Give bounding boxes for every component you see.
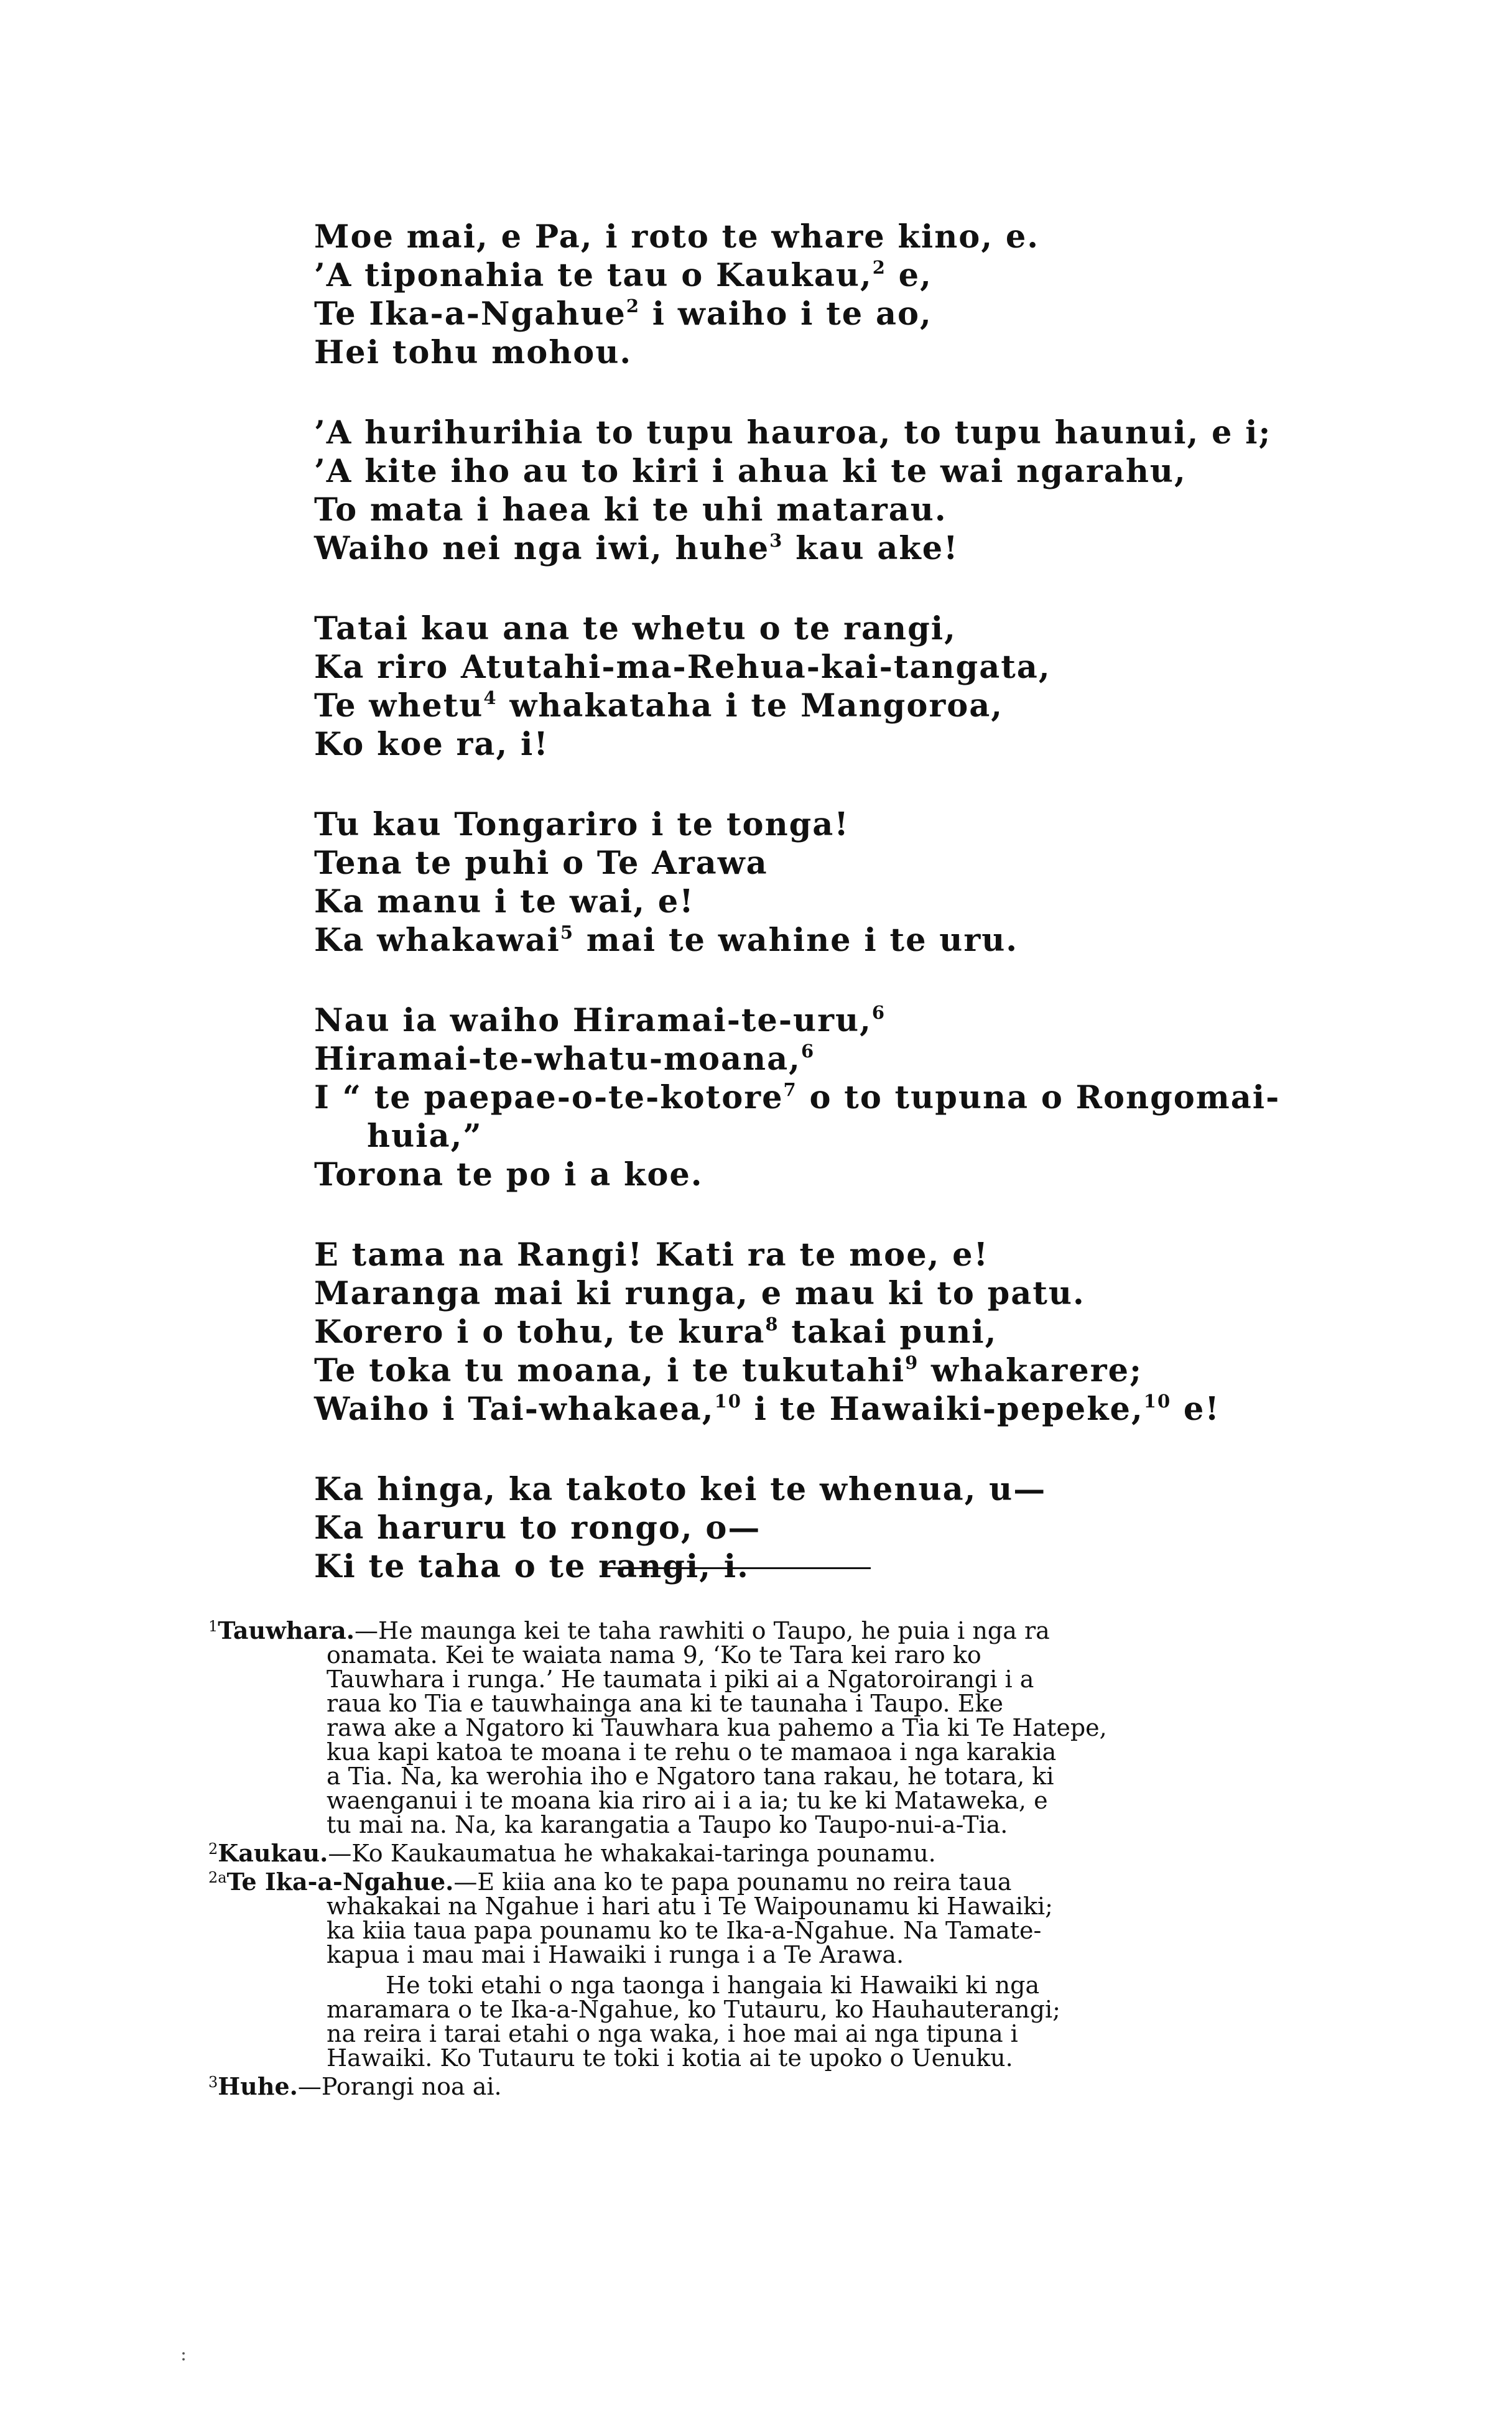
footnote-line [208,1943,1322,1967]
poem-line [314,1351,1297,1390]
poem-line [314,609,1297,648]
poem-line [314,844,1297,883]
stanza [314,805,1297,960]
line-text: Moe mai, e Pa, i roto te whare kino, e. [314,218,1040,256]
poem-line [314,1040,1297,1078]
footnote-ref: 8 [765,1314,779,1335]
footnote-text: whakakai na Ngahue i hari atu i Te Waipounamu ki Hawaiki; [327,1893,1053,1920]
poem-line [314,1274,1297,1313]
line-text: Te whetu [314,687,484,725]
poem-line [314,1117,1297,1156]
footnote-text: kua kapi katoa te moana i te rehu o te mamaoa i nga karakia [327,1738,1057,1766]
footnote-text: —Porangi noa ai. [297,2073,502,2100]
poem-line [314,1078,1297,1117]
line-text: Tena te puhi o Te Arawa [314,845,768,882]
footnote-term: Kaukau. [218,1839,328,1867]
poem-line [314,725,1297,764]
footnote-text: onamata. Kei te waiata nama 9, ‘Ko te Tara kei raro ko [327,1641,981,1669]
line-text: Ko koe ra, i! [314,726,549,763]
poem-text [314,218,1297,1628]
footnote [208,1870,1322,2070]
line-text: Tatai kau ana te whetu o te rangi, [314,610,957,647]
footnote-line [208,1764,1322,1789]
poem-line [314,333,1297,372]
line-text: Hiramai-te-whatu-moana, [314,1040,801,1078]
line-text: whakataha i te Mangoroa, [497,687,1004,725]
line-text: whakarere; [919,1352,1143,1389]
footnote-line [208,1813,1322,1837]
footnote-line [208,1870,1322,1894]
poem-line [314,452,1297,491]
footnote-line [208,1667,1322,1692]
line-text: Ki te taha o te rangi, i. [314,1548,749,1585]
poem-line [314,256,1297,295]
line-text: Waiho nei nga iwi, huhe [314,530,770,567]
footnote-number: 1 [208,1618,218,1635]
footnote-line: Hawaiki. Ko Tutauru te toki i kotia ai te upoko o Uenuku. [327,2044,1013,2072]
line-text: Ka haruru to rongo, o— [314,1509,761,1547]
line-text: o to tupuna o Rongomai- [797,1079,1281,1116]
line-text: Torona te po i a koe. [314,1156,703,1193]
footnote-ref: 6 [871,1002,886,1023]
line-text: Nau ia waiho Hiramai-te-uru, [314,1002,872,1039]
footnote-line [208,1789,1322,1813]
stanza [314,1236,1297,1429]
footnote-text: ka kiia taua papa pounamu ko te Ika-a-Ngahue. Na Tamate- [327,1917,1042,1944]
footnote-line [208,1716,1322,1740]
footnote-term: Huhe. [218,2072,298,2100]
footnote-text: —Ko Kaukaumatua he whakakai-taringa pounamu. [328,1840,936,1867]
line-text: E tama na Rangi! Kati ra te moe, e! [314,1236,989,1274]
footnote-line [208,1894,1322,1919]
line-text: To mata i haea ki te uhi matarau. [314,491,947,529]
footnote-text: rawa ake a Ngatoro ki Tauwhara kua pahemo a Tia ki Te Hatepe, [327,1714,1107,1741]
footnote-text: a Tia. Na, ka werohia iho e Ngatoro tana rakau, he totara, ki [327,1763,1054,1790]
poem-line [314,1313,1297,1351]
poem-line [314,414,1297,452]
poem-line [314,1001,1297,1040]
footnote-text: kapua i mau mai i Hawaiki i runga i a Te Arawa. [327,1941,904,1968]
line-text: Te Ika-a-Ngahue [314,295,626,333]
poem-line [314,883,1297,921]
poem-line [314,1236,1297,1274]
footnote-number: 2 [208,1840,218,1858]
footnote [208,1841,1322,1866]
footnote-number: 2a [208,1869,227,1886]
poem-line [314,529,1297,568]
poem-line [314,805,1297,844]
footnote [208,2074,1322,2099]
footnote-ref: 2 [872,257,886,278]
footnote-number: 3 [208,2074,218,2091]
footnote-ref: 3 [769,530,784,551]
section-divider [603,1567,871,1569]
margin-mark: : [180,2343,187,2365]
line-text: ’A hurihurihia to tupu hauroa, to tupu haunui, e i; [314,414,1272,452]
footnote-term: Tauwhara. [218,1616,355,1644]
footnote-ref: 10 [1143,1391,1172,1412]
footnote-text: Tauwhara i runga.’ He taumata i piki ai a Ngatoroirangi i a [327,1666,1034,1693]
footnotes [208,1618,1322,2103]
poem-line [314,1509,1297,1547]
stanza [314,609,1297,764]
line-text: Waiho i Tai-whakaea, [314,1391,715,1428]
footnote-ref: 4 [483,687,498,708]
line-text: Ka hinga, ka takoto kei te whenua, u— [314,1471,1047,1508]
line-text: i te Hawaiki-pepeke, [741,1391,1144,1428]
line-text: ’A tiponahia te tau o Kaukau, [314,257,873,294]
poem-line [314,1156,1297,1194]
poem-line [314,218,1297,256]
footnote-text: waenganui i te moana kia riro ai i a ia; tu ke ki Mataweka, e [327,1787,1048,1814]
footnote-ref: 6 [800,1040,815,1062]
footnote-ref: 9 [905,1352,919,1373]
line-text: e! [1171,1391,1220,1428]
footnote-text: —He maunga kei te taha rawhiti o Taupo, he puia i nga ra [355,1617,1050,1644]
footnote-ref: 7 [783,1079,797,1100]
line-text: Tu kau Tongariro i te tonga! [314,806,850,843]
footnote [208,1618,1322,1837]
footnote-line [208,1692,1322,1716]
line-text: e, [886,257,932,294]
poem-line [314,687,1297,725]
footnote-ref: 10 [714,1391,742,1412]
poem-line [314,1390,1297,1429]
line-text: huia,” [367,1118,483,1155]
footnote-text: —E kiia ana ko te papa pounamu no reira taua [453,1868,1012,1896]
line-text: Maranga mai ki runga, e mau ki to patu. [314,1275,1085,1312]
line-text: ’A kite iho au to kiri i ahua ki te wai ngarahu, [314,453,1187,490]
line-text: Korero i o tohu, te kura [314,1314,766,1351]
line-text: Ka riro Atutahi-ma-Rehua-kai-tangata, [314,649,1051,686]
line-text: Ka manu i te wai, e! [314,883,695,920]
footnote-text: tu mai na. Na, ka karangatia a Taupo ko Taupo-nui-a-Tia. [327,1811,1008,1838]
poem-line [314,295,1297,333]
poem-line [314,1470,1297,1509]
stanza [314,218,1297,372]
line-text: Hei tohu mohou. [314,334,633,371]
line-text: I “ te paepae-o-te-kotore [314,1079,784,1116]
line-text: i waiho i te ao, [640,295,932,333]
line-text: kau ake! [783,530,959,567]
poem-line [314,491,1297,529]
poem-line [314,921,1297,960]
line-text: mai te wahine i te uru. [574,922,1019,959]
footnote-line [208,1740,1322,1764]
footnote-text: raua ko Tia e tauwhainga ana ki te taunaha i Taupo. Eke [327,1690,1003,1717]
footnote-ref: 5 [560,922,575,943]
poem-line [314,1547,1297,1586]
line-text: Te toka tu moana, i te tukutahi [314,1352,906,1389]
footnote-line [208,2074,1322,2099]
footnote-ref: 2 [626,295,641,317]
footnote-line [208,1618,1322,1643]
footnote-term: Te Ika-a-Ngahue. [226,1868,454,1896]
line-text: Ka whakawai [314,922,560,959]
footnote-line [208,1841,1322,1866]
footnote-line: maramara o te Ika-a-Ngahue, ko Tutauru, ko Hauhauterangi; [327,1996,1060,2023]
stanza [314,414,1297,568]
footnote-line: He toki etahi o nga taonga i hangaia ki Hawaiki ki nga [386,1972,1040,1999]
line-text: takai puni, [779,1314,998,1351]
stanza [314,1001,1297,1194]
footnote-line [208,1919,1322,1943]
footnote-line [208,1643,1322,1667]
footnote-line: na reira i tarai etahi o nga waka, i hoe mai ai nga tipuna i [327,2020,1018,2047]
poem-line [314,648,1297,687]
